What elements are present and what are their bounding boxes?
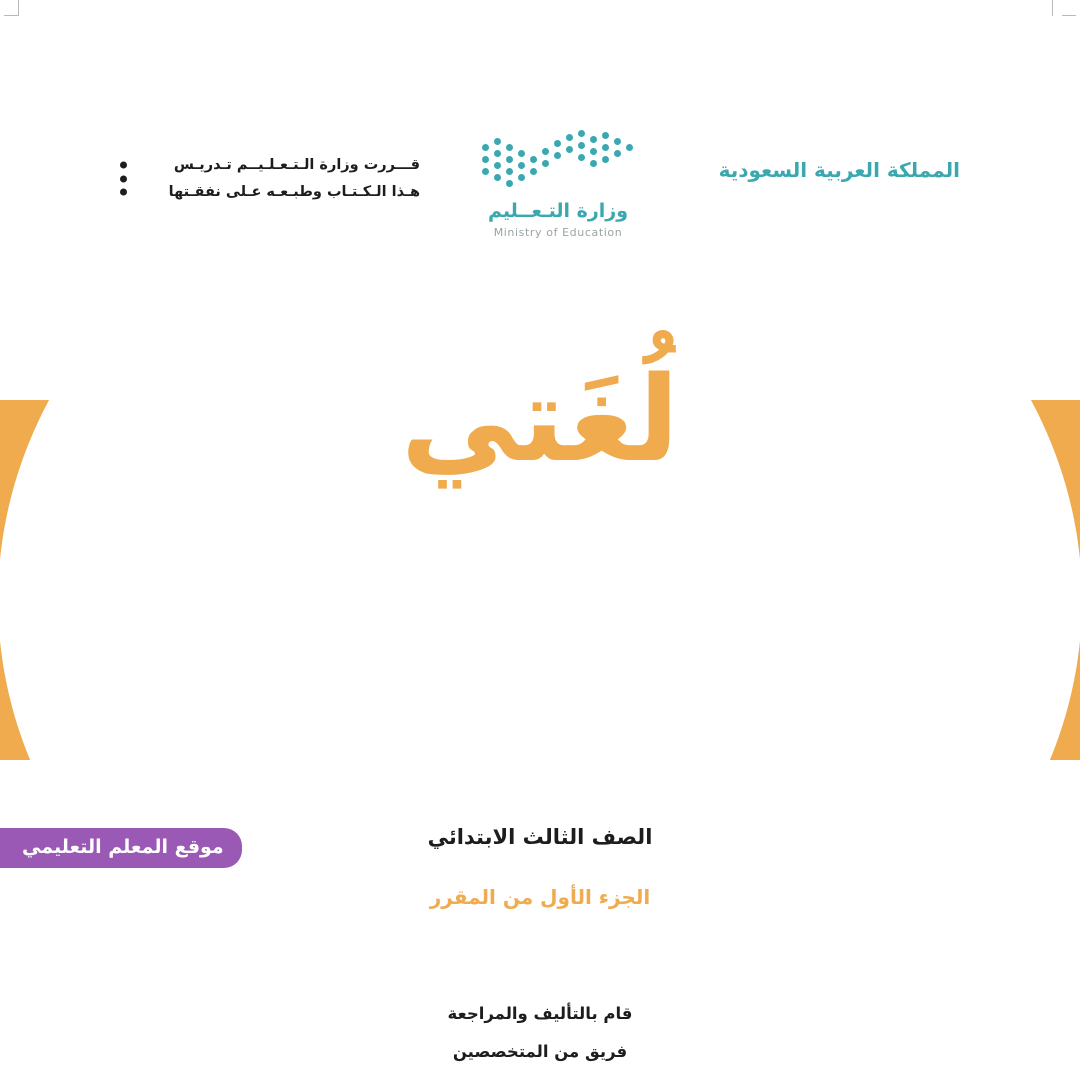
ministry-of-education-dots-icon [478,130,638,198]
credits-block [0,995,1080,1071]
ministry-logo [448,130,668,239]
book-title: لُغَتي [400,350,680,488]
crop-mark-top-right-horizontal [1062,15,1076,16]
decision-line-2: هـذا الـكـتـاب وطبـعـه عـلى نفقـتها [120,179,420,206]
site-watermark-badge: موقع المعلم التعليمي [0,828,242,868]
kingdom-label: المملكة العربية السعودية [718,158,960,182]
credits-line-1: قام بالتأليف والمراجعة [447,1004,633,1023]
printing-decision-note [120,152,420,206]
crop-mark-top-right [1052,0,1053,16]
ministry-name-english: Ministry of Education [493,225,623,239]
decision-line-1: قـــررت وزارة الـتـعـلـيــم تـدريـس [120,152,420,179]
grade-label: الصف الثالث الابتدائي [427,825,653,849]
crop-mark-top-left [18,0,19,16]
crop-mark-top-left-horizontal [4,15,18,16]
credits-line-2: فريق من المتخصصين [452,1041,628,1061]
cover-header [0,130,1080,250]
ministry-name-arabic: وزارة التـعــليم [487,200,629,222]
part-label: الجزء الأول من المقرر [429,885,651,909]
